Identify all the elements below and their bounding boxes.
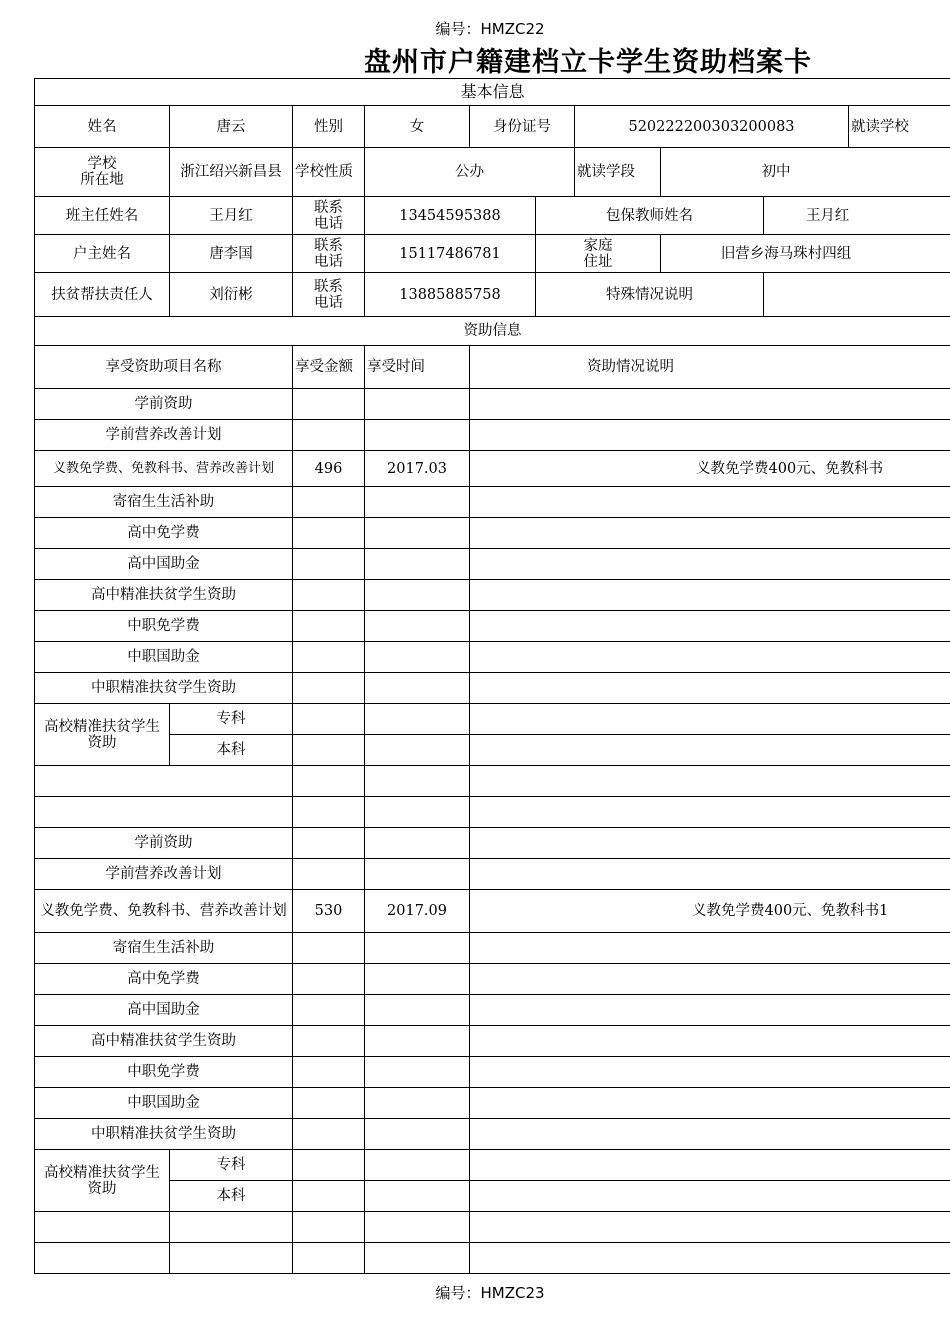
- helper-label: 扶贫帮扶责任人: [35, 273, 170, 317]
- college-sub-label: 专科: [170, 704, 293, 735]
- aid-time-cell: [365, 580, 470, 611]
- aid-note-cell: [470, 1026, 950, 1057]
- record-code-bottom: 编号：HMZC23: [435, 1284, 545, 1302]
- aid-item: 中职免学费: [35, 1057, 293, 1088]
- aid-note-cell: [470, 389, 950, 420]
- aid-amount-cell: [293, 487, 365, 518]
- aid-item-empty: [170, 1212, 293, 1243]
- aid-time-cell: [365, 389, 470, 420]
- aid-amount-cell: [293, 933, 365, 964]
- aid-item: 中职国助金: [35, 1088, 293, 1119]
- teacher-value: 王月红: [170, 197, 293, 235]
- aid-note-cell: [470, 1150, 950, 1181]
- aid-item-empty: [35, 1212, 170, 1243]
- aid-note-cell: [470, 549, 950, 580]
- aid-time-cell: [365, 518, 470, 549]
- archive-card-grid: [34, 78, 950, 1276]
- col-item-header: 享受资助项目名称: [35, 346, 293, 389]
- nature-value: 公办: [365, 148, 575, 197]
- householder-phone-label: 联系 电话: [293, 235, 365, 273]
- teacher-phone-label: 联系 电话: [293, 197, 365, 235]
- guarantor-value: 王月红: [764, 197, 950, 235]
- aid-time-cell: [365, 797, 470, 828]
- aid-note-cell: [470, 1243, 950, 1274]
- aid-item: 高中精准扶贫学生资助: [35, 1026, 293, 1057]
- aid-time-cell: [365, 487, 470, 518]
- aid-time-cell: [365, 1119, 470, 1150]
- aid-time-cell: [365, 828, 470, 859]
- teacher-phone-value: 13454595388: [365, 197, 536, 235]
- aid-time-cell: [365, 1243, 470, 1274]
- aid-item: 高中精准扶贫学生资助: [35, 580, 293, 611]
- aid-amount: 496: [293, 451, 365, 487]
- aid-note-cell: [470, 673, 950, 704]
- aid-note-cell: [470, 995, 950, 1026]
- aid-note-cell: [470, 859, 950, 890]
- aid-time-cell: [365, 1057, 470, 1088]
- id-label: 身份证号: [470, 106, 575, 148]
- aid-note-cell: [470, 1181, 950, 1212]
- householder-value: 唐李国: [170, 235, 293, 273]
- aid-time-cell: [365, 933, 470, 964]
- aid-note-cell: [470, 797, 950, 828]
- aid-time-cell: [365, 1181, 470, 1212]
- aid-item-empty: [35, 1243, 170, 1274]
- aid-note-cell: [470, 933, 950, 964]
- aid-amount-cell: [293, 549, 365, 580]
- aid-note-cell: [470, 487, 950, 518]
- aid-item: 中职免学费: [35, 611, 293, 642]
- aid-time-cell: [365, 611, 470, 642]
- aid-amount-cell: [293, 995, 365, 1026]
- aid-note: 义教免学费400元、免教科书: [470, 451, 950, 487]
- record-code-top: 编号：HMZC22: [435, 20, 545, 38]
- aid-item: 寄宿生生活补助: [35, 487, 293, 518]
- aid-item: 学前资助: [35, 389, 293, 420]
- address-value: 旧营乡海马珠村四组: [661, 235, 950, 273]
- name-value: 唐云: [170, 106, 293, 148]
- college-sub-label: 专科: [170, 1150, 293, 1181]
- helper-phone-value: 13885885758: [365, 273, 536, 317]
- nature-label: 学校性质: [293, 148, 365, 197]
- aid-item: 学前营养改善计划: [35, 859, 293, 890]
- aid-amount-cell: [293, 1119, 365, 1150]
- gender-label: 性别: [293, 106, 365, 148]
- aid-note-cell: [470, 1057, 950, 1088]
- aid-amount-cell: [293, 704, 365, 735]
- name-label: 姓名: [35, 106, 170, 148]
- aid-note: 义教免学费400元、免教科书1: [470, 890, 950, 933]
- aid-time-cell: [365, 735, 470, 766]
- stage-value: 初中: [661, 148, 950, 197]
- aid-amount-cell: [293, 1026, 365, 1057]
- aid-item: 学前营养改善计划: [35, 420, 293, 451]
- stage-label: 就读学段: [575, 148, 661, 197]
- college-sub-label: 本科: [170, 1181, 293, 1212]
- aid-amount-cell: [293, 580, 365, 611]
- college-aid-label: 高校精准扶贫学生 资助: [35, 704, 170, 766]
- aid-time-cell: [365, 1088, 470, 1119]
- helper-phone-label: 联系 电话: [293, 273, 365, 317]
- aid-time-cell: [365, 766, 470, 797]
- aid-amount-cell: [293, 1150, 365, 1181]
- aid-time: 2017.03: [365, 451, 470, 487]
- aid-item: 中职精准扶贫学生资助: [35, 1119, 293, 1150]
- aid-amount-cell: [293, 1088, 365, 1119]
- aid-time-cell: [365, 673, 470, 704]
- location-label: 学校 所在地: [35, 148, 170, 197]
- guarantor-label: 包保教师姓名: [536, 197, 764, 235]
- aid-item: 中职国助金: [35, 642, 293, 673]
- col-amount-header: 享受金额: [293, 346, 365, 389]
- aid-amount-cell: [293, 797, 365, 828]
- aid-note-cell: [470, 1088, 950, 1119]
- gender-value: 女: [365, 106, 470, 148]
- aid-time-cell: [365, 995, 470, 1026]
- aid-note-cell: [470, 828, 950, 859]
- aid-amount-cell: [293, 1243, 365, 1274]
- aid-item: 学前资助: [35, 828, 293, 859]
- special-label: 特殊情况说明: [536, 273, 764, 317]
- aid-amount-cell: [293, 1057, 365, 1088]
- college-sub-label: 本科: [170, 735, 293, 766]
- aid-item-empty: [170, 1243, 293, 1274]
- aid-item: 高中国助金: [35, 995, 293, 1026]
- householder-label: 户主姓名: [35, 235, 170, 273]
- aid-amount-cell: [293, 420, 365, 451]
- aid-time-cell: [365, 704, 470, 735]
- aid-info-heading: 资助信息: [35, 317, 950, 346]
- aid-note-cell: [470, 611, 950, 642]
- aid-note-cell: [470, 420, 950, 451]
- aid-item: 高中国助金: [35, 549, 293, 580]
- aid-time-cell: [365, 964, 470, 995]
- aid-time-cell: [365, 859, 470, 890]
- special-value: [764, 273, 950, 317]
- aid-amount-cell: [293, 766, 365, 797]
- aid-note-cell: [470, 964, 950, 995]
- aid-time-cell: [365, 642, 470, 673]
- aid-amount-cell: [293, 389, 365, 420]
- aid-item: 中职精准扶贫学生资助: [35, 673, 293, 704]
- id-value: 520222200303200083: [575, 106, 849, 148]
- aid-time: 2017.09: [365, 890, 470, 933]
- aid-amount-cell: [293, 611, 365, 642]
- col-time-header: 享受时间: [365, 346, 470, 389]
- aid-note-cell: [470, 704, 950, 735]
- aid-time-cell: [365, 420, 470, 451]
- aid-item: 寄宿生生活补助: [35, 933, 293, 964]
- aid-note-cell: [470, 642, 950, 673]
- aid-item: 高中免学费: [35, 518, 293, 549]
- aid-time-cell: [365, 1026, 470, 1057]
- aid-note-cell: [470, 1212, 950, 1243]
- basic-info-heading: 基本信息: [35, 79, 950, 106]
- aid-amount-cell: [293, 1212, 365, 1243]
- location-value: 浙江绍兴新昌县: [170, 148, 293, 197]
- aid-amount-cell: [293, 964, 365, 995]
- aid-note-cell: [470, 766, 950, 797]
- aid-item: 高中免学费: [35, 964, 293, 995]
- col-note-header: 资助情况说明: [470, 346, 950, 389]
- aid-note-cell: [470, 1119, 950, 1150]
- householder-phone-value: 15117486781: [365, 235, 536, 273]
- aid-time-cell: [365, 549, 470, 580]
- archive-table: [34, 78, 950, 1274]
- aid-item: 义教免学费、免教科书、营养改善计划: [35, 451, 293, 487]
- aid-amount-cell: [293, 518, 365, 549]
- aid-item: 义教免学费、免教科书、营养改善计划: [35, 890, 293, 933]
- aid-item-empty: [35, 797, 293, 828]
- teacher-label: 班主任姓名: [35, 197, 170, 235]
- aid-amount: 530: [293, 890, 365, 933]
- aid-amount-cell: [293, 828, 365, 859]
- aid-note-cell: [470, 735, 950, 766]
- aid-time-cell: [365, 1212, 470, 1243]
- helper-value: 刘衍彬: [170, 273, 293, 317]
- aid-item-empty: [35, 766, 293, 797]
- aid-amount-cell: [293, 642, 365, 673]
- page-title: 盘州市户籍建档立卡学生资助档案卡: [364, 47, 812, 78]
- aid-note-cell: [470, 518, 950, 549]
- aid-note-cell: [470, 580, 950, 611]
- aid-amount-cell: [293, 673, 365, 704]
- school-label: 就读学校: [849, 106, 950, 148]
- college-aid-label: 高校精准扶贫学生 资助: [35, 1150, 170, 1212]
- aid-amount-cell: [293, 859, 365, 890]
- address-label: 家庭 住址: [536, 235, 661, 273]
- aid-time-cell: [365, 1150, 470, 1181]
- aid-amount-cell: [293, 1181, 365, 1212]
- aid-amount-cell: [293, 735, 365, 766]
